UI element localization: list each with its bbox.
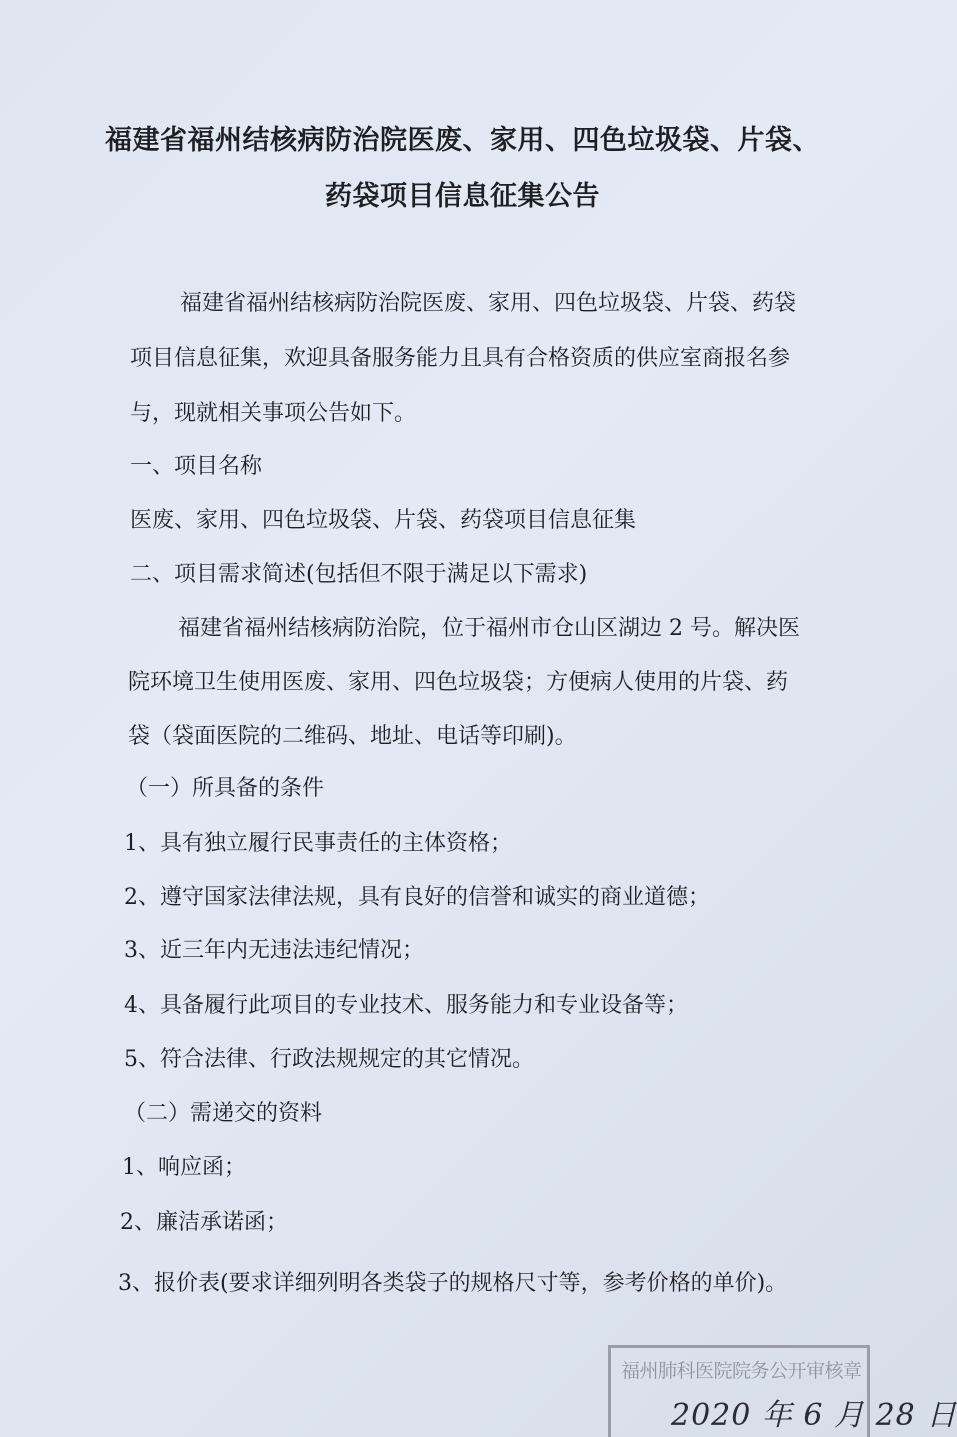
stamp-text: 福州肺科医院院务公开审核章 xyxy=(621,1360,862,1382)
review-stamp xyxy=(608,1345,957,1437)
condition-item: 1、具有独立履行民事责任的主体资格； xyxy=(124,831,512,856)
section2-heading: 二、项目需求简述(包括但不限于满足以下需求) xyxy=(130,562,588,587)
condition-item: 3、近三年内无违法违纪情况； xyxy=(124,938,424,963)
condition-item: 2、遵守国家法律法规，具有良好的信誉和诚实的商业道德； xyxy=(124,885,710,910)
conditions-heading: （一）所具备的条件 xyxy=(126,776,325,801)
intro-line-2: 项目信息征集，欢迎具备服务能力且具有合格资质的供应室商报名参 xyxy=(130,346,791,371)
condition-item: 4、具备履行此项目的专业技术、服务能力和专业设备等； xyxy=(124,993,688,1018)
section2-body-line-2: 院环境卫生使用医废、家用、四色垃圾袋；方便病人使用的片袋、药 xyxy=(128,670,789,695)
materials-heading: （二）需递交的资料 xyxy=(124,1101,323,1126)
material-item: 3、报价表(要求详细列明各类袋子的规格尺寸等，参考价格的单价)。 xyxy=(118,1271,788,1296)
section2-body-line-3: 袋（袋面医院的二维码、地址、电话等印刷)。 xyxy=(128,724,577,749)
section2-body-line-1: 福建省福州结核病防治院，位于福州市仓山区湖边 2 号。解决医 xyxy=(178,616,800,641)
title-line-2: 药袋项目信息征集公告 xyxy=(325,181,600,212)
material-item: 1、响应函； xyxy=(122,1155,246,1180)
title-line-1: 福建省福州结核病防治院医废、家用、四色垃圾袋、片袋、 xyxy=(105,125,820,156)
intro-line-3: 与，现就相关事项公告如下。 xyxy=(130,401,417,426)
section1-heading: 一、项目名称 xyxy=(130,454,263,479)
condition-item: 5、符合法律、行政法规规定的其它情况。 xyxy=(124,1047,534,1072)
intro-line-1: 福建省福州结核病防治院医废、家用、四色垃圾袋、片袋、药袋 xyxy=(180,291,797,316)
material-item: 2、廉洁承诺函； xyxy=(120,1210,288,1235)
stamp-date: 2020 年 6 月 28 日 xyxy=(671,1398,957,1433)
section1-content: 医废、家用、四色垃圾袋、片袋、药袋项目信息征集 xyxy=(130,508,637,533)
